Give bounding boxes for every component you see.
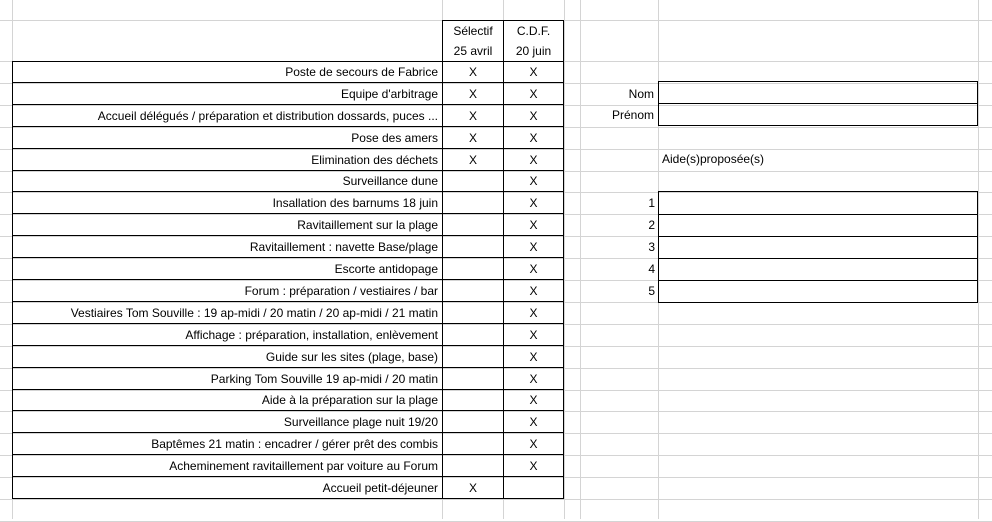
aide-field[interactable] <box>658 214 978 237</box>
aide-number: 2 <box>648 218 655 232</box>
cdf-mark[interactable]: X <box>503 433 564 455</box>
selectif-mark[interactable] <box>442 192 503 214</box>
aide-number: 1 <box>648 196 655 210</box>
selectif-mark[interactable]: X <box>442 83 503 105</box>
task-label[interactable]: Vestiaires Tom Souville : 19 ap-midi / 20 matin / 20 ap-midi / 21 matin <box>12 302 442 324</box>
selectif-mark[interactable] <box>442 236 503 258</box>
task-label[interactable]: Insallation des barnums 18 juin <box>12 192 442 214</box>
selectif-mark[interactable]: X <box>442 127 503 149</box>
task-label[interactable]: Equipe d'arbitrage <box>12 83 442 105</box>
cdf-mark[interactable]: X <box>503 171 564 192</box>
grid-vline <box>978 0 979 519</box>
selectif-mark[interactable] <box>442 390 503 411</box>
aide-field[interactable] <box>658 258 978 281</box>
selectif-mark[interactable] <box>442 368 503 390</box>
aide-number: 3 <box>648 240 655 254</box>
prenom-field[interactable] <box>658 103 978 126</box>
selectif-mark[interactable] <box>442 302 503 324</box>
header-cdf[interactable] <box>503 20 564 61</box>
aide-number: 5 <box>648 284 655 298</box>
task-label[interactable]: Guide sur les sites (plage, base) <box>12 346 442 368</box>
cdf-mark[interactable] <box>503 477 564 499</box>
selectif-mark[interactable] <box>442 324 503 346</box>
task-label[interactable]: Surveillance dune <box>12 171 442 192</box>
header-cdf-line2: 20 juin <box>515 44 552 58</box>
header-selectif-line2: 25 avril <box>453 44 493 58</box>
task-label[interactable]: Accueil délégués / préparation et distribution dossards, puces ... <box>12 105 442 127</box>
task-label[interactable]: Baptêmes 21 matin : encadrer / gérer prêt des combis <box>12 433 442 455</box>
aide-number: 4 <box>648 262 655 276</box>
cdf-mark[interactable]: X <box>503 214 564 236</box>
grid-hline <box>0 499 992 500</box>
nom-field[interactable] <box>658 81 978 104</box>
selectif-mark[interactable]: X <box>442 149 503 171</box>
task-label[interactable]: Elimination des déchets <box>12 149 442 171</box>
task-label[interactable]: Forum : préparation / vestiaires / bar <box>12 280 442 302</box>
selectif-mark[interactable] <box>442 411 503 433</box>
task-label[interactable]: Aide à la préparation sur la plage <box>12 390 442 411</box>
header-selectif[interactable] <box>442 20 503 61</box>
task-label[interactable]: Affichage : préparation, installation, enlèvement <box>12 324 442 346</box>
selectif-mark[interactable] <box>442 433 503 455</box>
header-cdf-line1: C.D.F. <box>516 24 551 38</box>
selectif-mark[interactable] <box>442 258 503 280</box>
cdf-mark[interactable]: X <box>503 127 564 149</box>
aide-field[interactable] <box>658 236 978 259</box>
cdf-mark[interactable]: X <box>503 411 564 433</box>
task-label[interactable]: Ravitaillement : navette Base/plage <box>12 236 442 258</box>
prenom-label: Prénom <box>611 108 654 122</box>
task-label[interactable]: Poste de secours de Fabrice <box>12 61 442 83</box>
task-label[interactable]: Accueil petit-déjeuner <box>12 477 442 499</box>
cdf-mark[interactable]: X <box>503 280 564 302</box>
cdf-mark[interactable]: X <box>503 258 564 280</box>
task-label[interactable]: Acheminement ravitaillement par voiture au Forum <box>12 455 442 477</box>
grid-vline <box>564 0 565 519</box>
selectif-mark[interactable]: X <box>442 477 503 499</box>
cdf-mark[interactable]: X <box>503 83 564 105</box>
nom-label: Nom <box>628 86 654 101</box>
task-label[interactable]: Parking Tom Souville 19 ap-midi / 20 matin <box>12 368 442 390</box>
task-label[interactable]: Pose des amers <box>12 127 442 149</box>
cdf-mark[interactable]: X <box>503 236 564 258</box>
selectif-mark[interactable] <box>442 214 503 236</box>
cdf-mark[interactable]: X <box>503 368 564 390</box>
selectif-mark[interactable] <box>442 280 503 302</box>
cdf-mark[interactable]: X <box>503 455 564 477</box>
aide-field[interactable] <box>658 280 978 303</box>
header-selectif-line1: Sélectif <box>453 24 493 38</box>
cdf-mark[interactable]: X <box>503 149 564 171</box>
cdf-mark[interactable]: X <box>503 324 564 346</box>
cdf-mark[interactable]: X <box>503 61 564 83</box>
selectif-mark[interactable]: X <box>442 105 503 127</box>
selectif-mark[interactable]: X <box>442 61 503 83</box>
selectif-mark[interactable] <box>442 346 503 368</box>
aides-label: Aide(s)proposée(s) <box>662 152 765 166</box>
task-label[interactable]: Surveillance plage nuit 19/20 <box>12 411 442 433</box>
cdf-mark[interactable]: X <box>503 390 564 411</box>
cdf-mark[interactable]: X <box>503 192 564 214</box>
selectif-mark[interactable] <box>442 171 503 192</box>
task-label[interactable]: Ravitaillement sur la plage <box>12 214 442 236</box>
cdf-mark[interactable]: X <box>503 105 564 127</box>
aide-field[interactable] <box>658 191 978 215</box>
cdf-mark[interactable]: X <box>503 302 564 324</box>
task-label[interactable]: Escorte antidopage <box>12 258 442 280</box>
cdf-mark[interactable]: X <box>503 346 564 368</box>
selectif-mark[interactable] <box>442 455 503 477</box>
